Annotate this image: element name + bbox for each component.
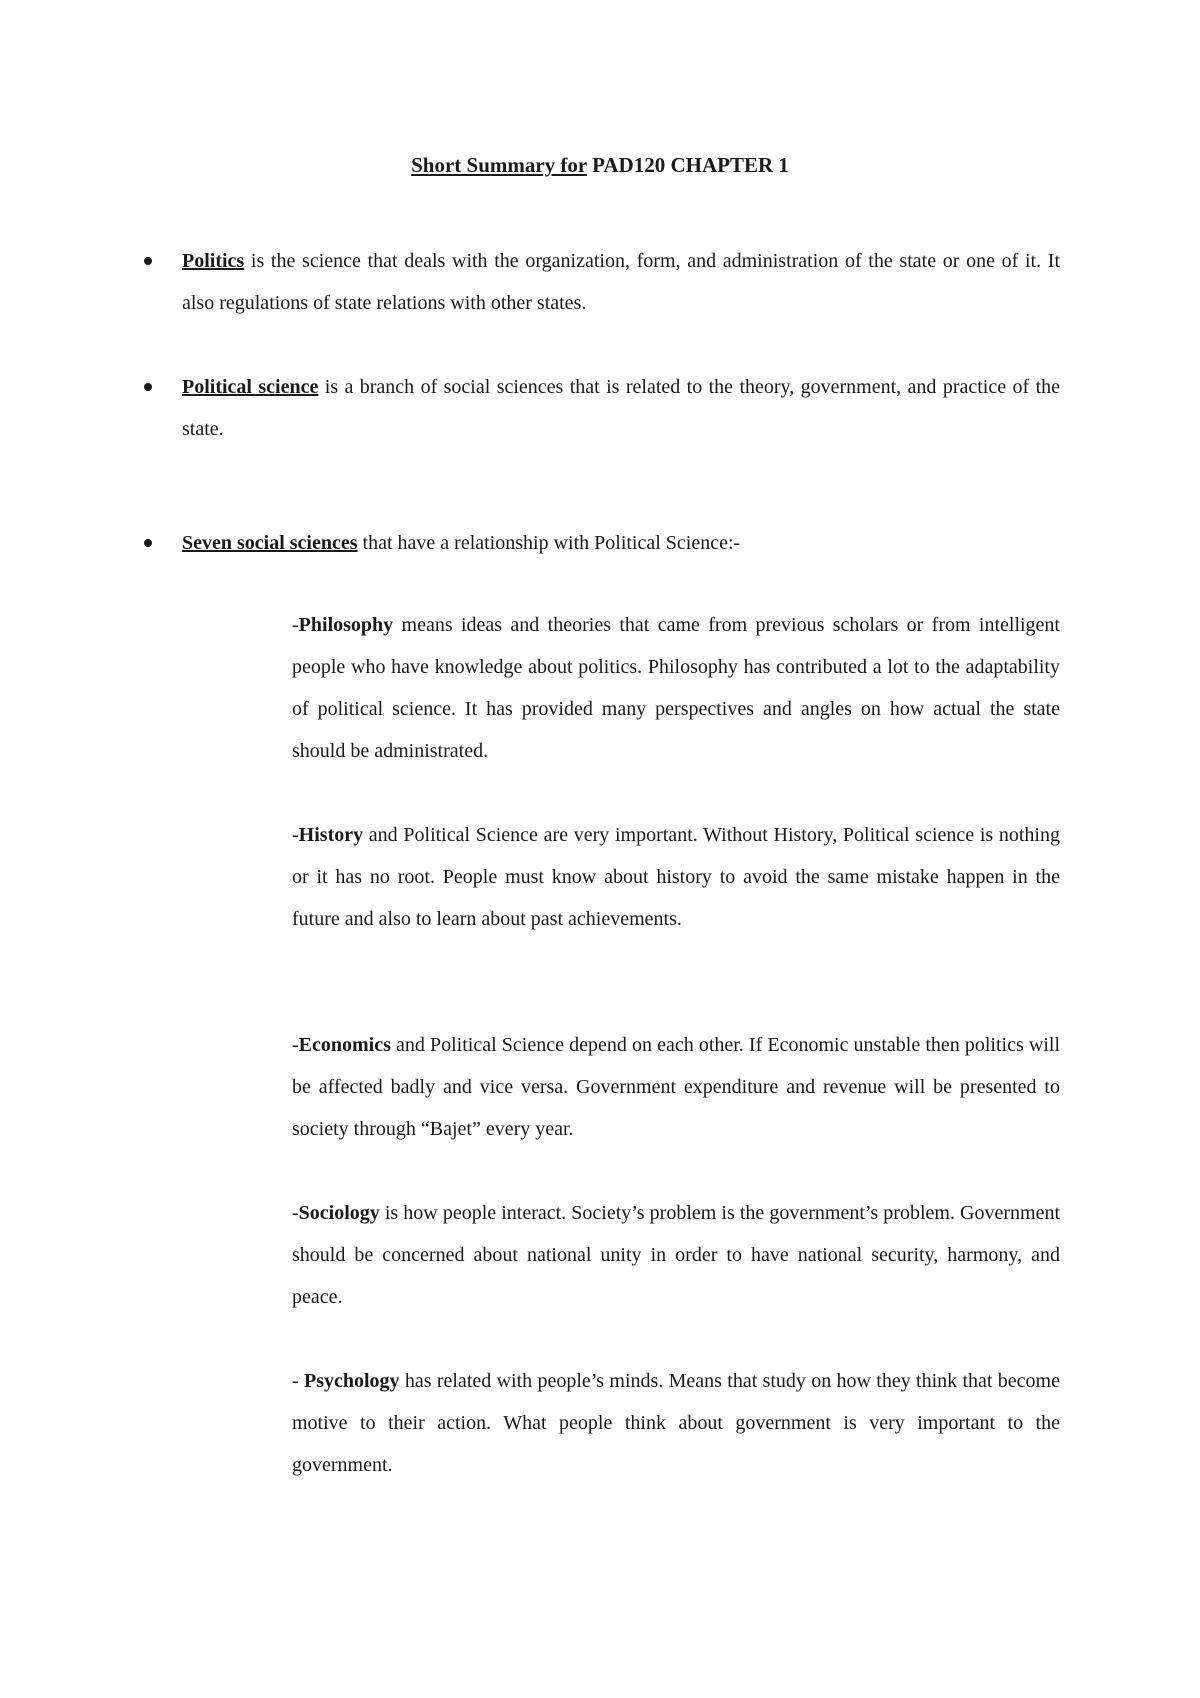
bullet-text: is the science that deals with the organization, form, and administration of the state or one of it. It also regulations of state relations with other states. <box>182 250 1060 314</box>
sub-item-text: and Political Science depend on each other. If Economic unstable then politics will be affected badly and vice versa. Government expenditure and revenue will be presented to society through “Bajet” every year. <box>292 1034 1060 1140</box>
bullet-item-politics <box>182 240 1060 324</box>
sub-item-term: Psychology <box>303 1370 400 1392</box>
bullet-icon <box>144 383 152 391</box>
bullet-term: Political science <box>182 376 319 398</box>
sub-item-psychology <box>292 1360 1060 1486</box>
bullet-text: that have a relationship with Political Science:- <box>357 532 741 554</box>
bullet-text: is a branch of social sciences that is related to the theory, government, and practice of the state. <box>182 376 1061 440</box>
sub-item-prefix: - <box>292 824 299 846</box>
sub-item-history <box>292 814 1060 940</box>
bullet-item-seven-social-sciences <box>182 522 1060 564</box>
sub-item-term: Sociology <box>298 1202 380 1224</box>
sub-item-text: is how people interact. Society’s problem is the government’s problem. Government should be concerned about national unity in order to have national security, harmony, and peace. <box>292 1202 1060 1308</box>
document-title <box>0 150 1200 180</box>
bullet-icon <box>144 257 152 265</box>
sub-item-text: means ideas and theories that came from previous scholars or from intelligent people who have knowledge about politics. Philosophy has contributed a lot to the adaptability of political science. It has provided many perspectives and angles on how actual the state should be administrated. <box>292 614 1060 762</box>
sub-item-term: Philosophy <box>298 614 394 636</box>
sub-item-prefix: - <box>292 1202 299 1224</box>
sub-item-term: History <box>298 824 364 846</box>
sub-item-philosophy <box>292 604 1060 772</box>
sub-item-text: has related with people’s minds. Means that study on how they think that become motive to their action. What people think about government is very important to the government. <box>292 1370 1060 1476</box>
title-course-text: PAD120 CHAPTER 1 <box>592 153 789 177</box>
sub-item-prefix: - <box>292 1034 299 1056</box>
bullet-term: Seven social sciences <box>182 532 358 554</box>
sub-item-prefix: - <box>292 614 299 636</box>
sub-item-economics <box>292 1024 1060 1150</box>
bullet-item-political-science <box>182 366 1060 450</box>
bullet-icon <box>144 539 152 547</box>
sub-item-text: and Political Science are very important. Without History, Political science is nothing or it has no root. People must know about history to avoid the same mistake happen in the future and also to learn about past achievements. <box>292 824 1060 930</box>
sub-item-term: Economics <box>298 1034 391 1056</box>
sub-item-sociology <box>292 1192 1060 1318</box>
sub-item-prefix: - <box>292 1370 304 1392</box>
bullet-term: Politics <box>182 250 245 272</box>
title-strong-text: Short Summary for <box>411 153 587 177</box>
